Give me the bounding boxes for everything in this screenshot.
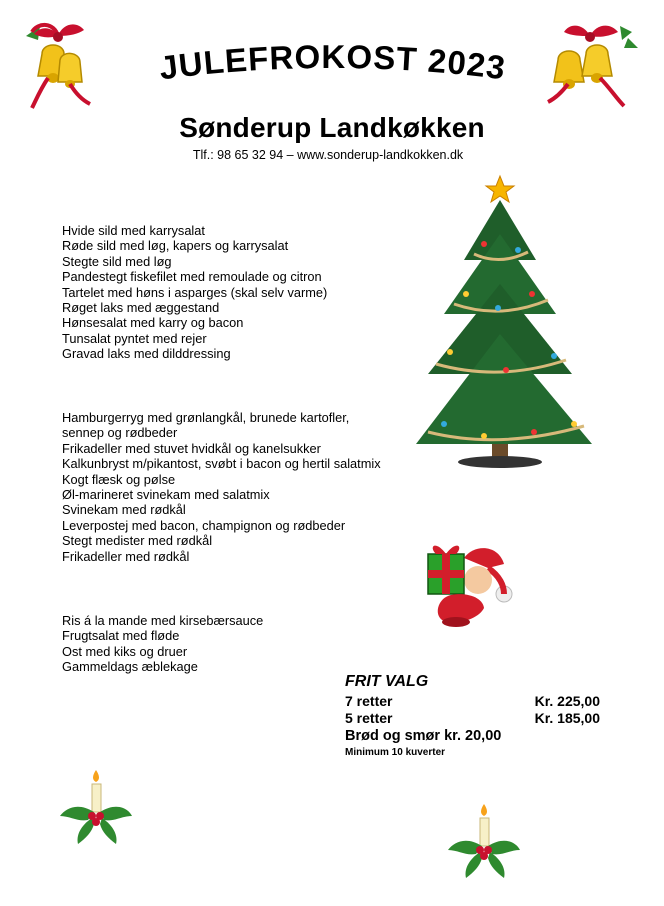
- list-item: Stegt medister med rødkål: [62, 533, 213, 549]
- price-row-7: [345, 693, 600, 710]
- list-item: Hvide sild med karrysalat: [62, 223, 205, 238]
- price-value: Kr. 185,00: [534, 710, 600, 726]
- list-item: Røget laks med æggestand: [62, 300, 220, 316]
- bread-price: Brød og smør kr. 20,00: [345, 728, 502, 744]
- list-item: Tunsalat pyntet med rejer: [62, 330, 207, 346]
- list-item: Hønsesalat med karry og bacon: [62, 315, 244, 331]
- list-item: Frikadeller med stuvet hvidkål og kanelsukker: [62, 440, 321, 456]
- christmas-tree-icon: [414, 174, 596, 474]
- pricing-block: [345, 673, 600, 759]
- list-item: Gravad laks med dilddressing: [62, 346, 231, 362]
- list-item: Stegte sild med løg: [62, 253, 172, 269]
- list-item: Øl-marineret svinekam med salatmix: [62, 487, 270, 503]
- list-item: Svinekam med rødkål: [62, 502, 186, 518]
- list-item: Kalkunbryst m/pikantost, svøbt i bacon og hertil salatmix: [62, 456, 381, 472]
- list-item: Kogt flæsk og pølse: [62, 471, 176, 487]
- candle-holly-left-icon: [58, 766, 134, 844]
- price-label: 5 retter: [345, 710, 393, 726]
- bells-right-icon: [540, 18, 640, 110]
- list-item: Frugtsalat med fløde: [62, 628, 180, 644]
- contact-line: Tlf.: 98 65 32 94 – www.sonderup-landkokken.dk: [192, 148, 464, 162]
- price-value: Kr. 225,00: [534, 693, 600, 709]
- list-item: Ris á la mande med kirsebærsauce: [62, 613, 264, 628]
- list-item: Frikadeller med rødkål: [62, 548, 190, 564]
- list-item: Tartelet med høns i asparges (skal selv varme): [62, 284, 328, 300]
- pricing-heading: FRIT VALG: [345, 673, 429, 690]
- list-item: Leverpostej med bacon, champignon og rødbeder: [62, 517, 346, 533]
- list-item: Røde sild med løg, kapers og karrysalat: [62, 238, 289, 254]
- cold-dishes-list: [62, 223, 327, 362]
- list-item: Gammeldags æblekage: [62, 659, 198, 675]
- page-title: [125, 37, 540, 92]
- list-item: Ost med kiks og druer: [62, 643, 188, 659]
- bells-left-icon: [18, 18, 96, 110]
- list-item: Hamburgerryg med grønlangkål, brunede kartofler, sennep og rødbeder: [62, 410, 350, 441]
- list-item: Pandestegt fiskefilet med remoulade og citron: [62, 269, 322, 285]
- candle-holly-right-icon: [446, 800, 522, 880]
- price-row-5: [345, 710, 600, 727]
- minimum-note: Minimum 10 kuverter: [345, 747, 446, 758]
- elf-with-gift-icon: [418, 538, 514, 630]
- warm-dishes-list: [62, 410, 392, 564]
- restaurant-name: Sønderup Landkøkken: [179, 112, 485, 143]
- svg-text:JULEFROKOST 2023: JULEFROKOST 2023: [157, 37, 508, 87]
- desserts-list: [62, 613, 263, 675]
- price-label: 7 retter: [345, 693, 393, 709]
